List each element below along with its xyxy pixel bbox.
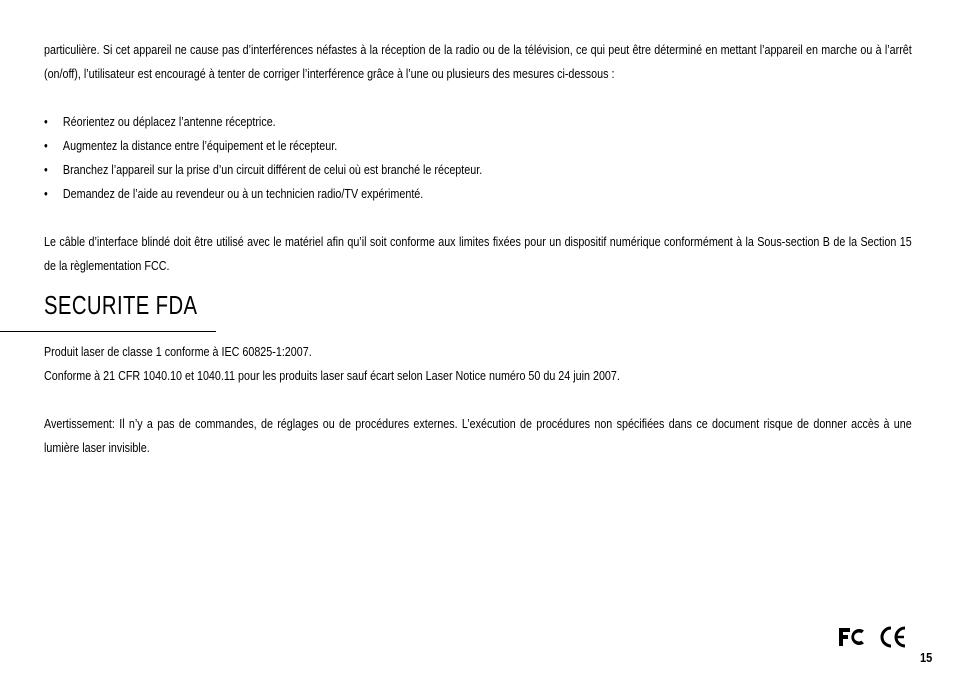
ce-mark-icon (878, 626, 908, 653)
list-item (44, 158, 790, 182)
section-title: SECURITE FDA (44, 290, 198, 320)
fda-warning-paragraph: Avertissement: Il n’y a pas de commandes, de réglages ou de procédures externes. L’exécution de procédures non spécifiées dans ce document risque de donner accès à une lumière laser invisible. (44, 417, 912, 455)
list-item (44, 110, 790, 134)
bullet-dot: • (44, 115, 48, 129)
section-heading (44, 288, 912, 340)
document-page (44, 38, 912, 460)
fda-line-1: Produit laser de classe 1 conforme à IEC 60825-1:2007. (44, 345, 312, 359)
bullet-dot: • (44, 139, 48, 153)
heading-underline (0, 331, 216, 332)
cable-note-paragraph: Le câble d’interface blindé doit être utilisé avec le matériel afin qu’il soit conforme aux limites fixées pour un dispositif numérique conformément à la Sous-section B de la Section 15 de la règlementation FCC. (44, 235, 912, 273)
fcc-logo-icon (838, 626, 866, 653)
list-item (44, 182, 790, 206)
list-item-text: Branchez l’appareil sur la prise d’un circuit différent de celui où est branché le récepteur. (62, 163, 483, 177)
list-item-text: Demandez de l’aide au revendeur ou à un technicien radio/TV expérimenté. (62, 187, 424, 201)
intro-paragraph: particulière. Si cet appareil ne cause pas d’interférences néfastes à la réception de la radio ou de la télévision, ce qui peut être déterminé en mettant l’appareil en marche ou à l’arrêt (on/off), l’utilisateur est encouragé à tenter de corriger l’interférence grâce à l’une ou plusieurs des mesures ci-dessous : (44, 43, 912, 81)
bullet-dot: • (44, 187, 48, 201)
certification-marks (838, 626, 908, 653)
list-item-text: Augmentez la distance entre l’équipement et le récepteur. (62, 139, 338, 153)
list-item (44, 134, 790, 158)
page-number: 15 (920, 650, 933, 665)
fda-line-2: Conforme à 21 CFR 1040.10 et 1040.11 pour les produits laser sauf écart selon Laser Notice numéro 50 du 24 juin 2007. (44, 369, 620, 383)
bullet-list (44, 110, 912, 206)
list-item-text: Réorientez ou déplacez l’antenne réceptrice. (62, 115, 276, 129)
bullet-dot: • (44, 163, 48, 177)
